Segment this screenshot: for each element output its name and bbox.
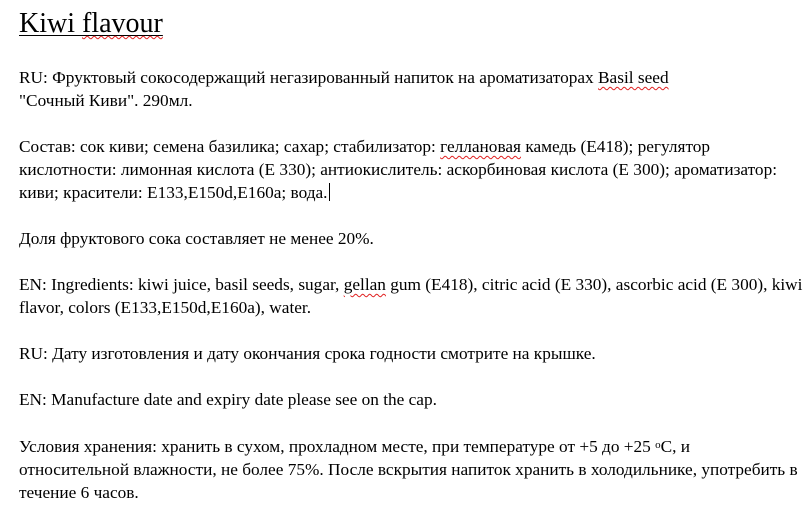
en-ingredients-post: gum (E418), citric acid (E 330), ascorbic acid (E 300), kiwi flavor, colors (E133,E150d,E160a), water. (19, 275, 803, 317)
storage-pre: Условия хранения: хранить в сухом, прохладном месте, при температуре от +5 до +25 (19, 437, 656, 456)
page-title (19, 7, 804, 41)
spellcheck-flagged-word: Basil seed (598, 68, 669, 87)
spellcheck-flagged-word: геллановая (440, 137, 521, 156)
storage-post: С, и относительной влажности, не более 75%. После вскрытия напиток хранить в холодильнике, употребить в течение 6 часов. (19, 437, 798, 502)
ru-product-line2: "Сочный Киви". 290мл. (19, 91, 193, 110)
paragraph-ru-product (19, 66, 804, 112)
spellcheck-flagged-word: gellan (343, 275, 386, 294)
paragraph-composition (19, 135, 804, 204)
paragraph-juice-share: Доля фруктового сока составляет не менее 20%. (19, 229, 374, 248)
spellcheck-flagged-word: flavour (82, 8, 163, 39)
paragraph-storage (19, 434, 804, 504)
en-ingredients-pre: EN: Ingredients: kiwi juice, basil seeds, sugar, (19, 275, 344, 294)
composition-pre: Состав: сок киви; семена базилика; сахар; стабилизатор: (19, 137, 441, 156)
text-cursor (329, 183, 330, 201)
document-page[interactable] (19, 7, 804, 504)
composition-post: камедь (E418); регулятор кислотности: лимонная кислота (E 330); антиокислитель: аскорбиновая кислота (E 300); ароматизатор: киви; красители: E133,E150d,E160a; вода. (19, 137, 778, 202)
ru-product-text: RU: Фруктовый сокосодержащий негазированный напиток на ароматизаторах (19, 68, 599, 87)
paragraph-en-dates: EN: Manufacture date and expiry date please see on the cap. (19, 390, 437, 409)
title-word: Kiwi (19, 8, 82, 39)
paragraph-en-ingredients (19, 273, 804, 319)
degree-mark: о (655, 439, 661, 451)
paragraph-ru-dates: RU: Дату изготовления и дату окончания срока годности смотрите на крышке. (19, 344, 596, 363)
